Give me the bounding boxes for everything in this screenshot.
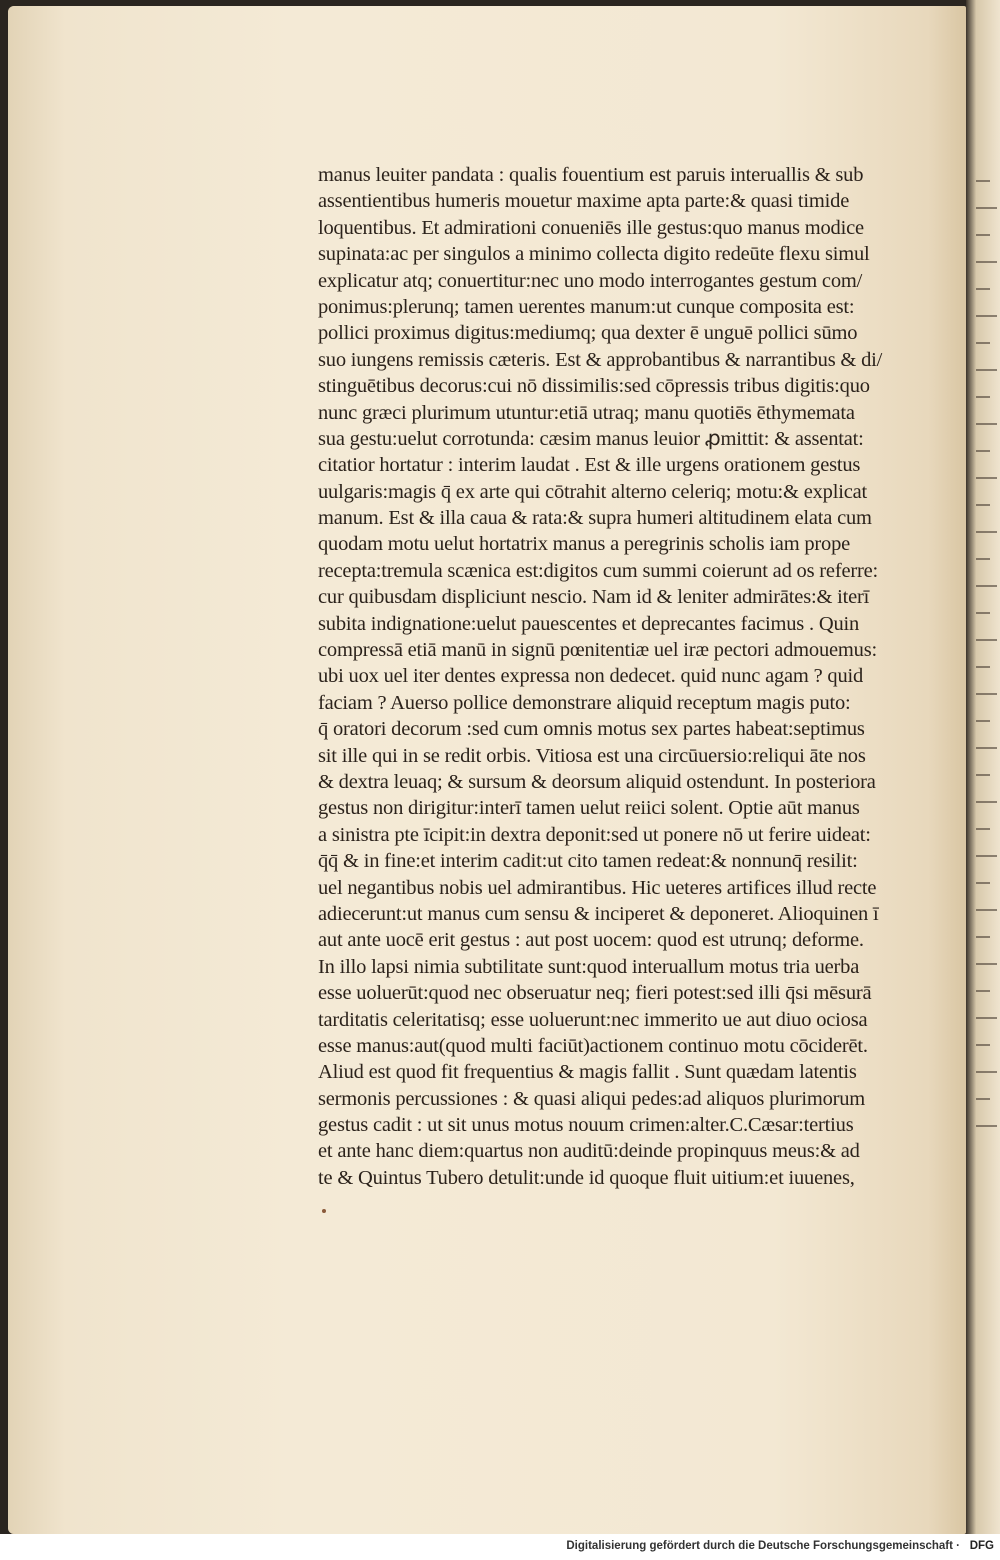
facing-text-fragment (976, 288, 990, 290)
facing-text-fragment (976, 1071, 997, 1073)
text-line: & dextra leuaq; & sursum & deorsum aliquid ostendunt. In posteriora (318, 770, 876, 793)
text-line: cur quibusdam displiciunt nescio. Nam id & leniter admirātes:& iterī (318, 586, 870, 609)
facing-text-fragment (976, 828, 990, 830)
text-line: ponimus:plerunq; tamen uerentes manum:ut cunque composita est: (318, 295, 855, 318)
text-line: quodam motu uelut hortatrix manus a peregrinis scholis iam prope (318, 533, 851, 556)
text-line: sermonis percussiones : & quasi aliqui pedes:ad aliquos plurimorum (318, 1087, 866, 1110)
facing-text-fragment (976, 774, 990, 776)
text-line: esse uoluerūt:quod nec obseruatur neq; fieri potest:sed illi q̄si mēsurā (318, 982, 872, 1005)
text-line: recepta:tremula scænica est:digitos cum summi coierunt ad os referre: (318, 559, 878, 582)
facing-text-fragment (976, 396, 990, 398)
text-line: pollici proximus digitus:mediumq; qua dexter ē unguē pollici sūmo (318, 322, 858, 345)
text-line: gestus cadit : ut sit unus motus nouum crimen:alter.C.Cæsar:tertius (318, 1114, 854, 1137)
text-line: sua gestu:uelut corrotunda: cæsim manus leuior ꝓmittit: & assentat: (318, 427, 864, 450)
ink-mark (322, 1209, 326, 1213)
text-line: subita indignatione:uelut pauescentes et deprecantes facimus . Quin (318, 612, 860, 635)
facing-text-fragment (976, 558, 990, 560)
text-line: uel negantibus nobis uel admirantibus. Hic ueteres artifices illud recte (318, 876, 877, 899)
facing-text-fragment (976, 882, 990, 884)
text-line: q̄ oratori decorum :sed cum omnis motus sex partes habeat:septimus (318, 718, 865, 741)
text-line: adiecerunt:ut manus cum sensu & inciperet & deponeret. Alioquinen ī (318, 902, 879, 925)
text-line: a sinistra pte īcipit:in dextra deponit:sed ut ponere nō ut ferire uideat: (318, 823, 871, 846)
text-line: suo iungens remissis cæteris. Est & approbantibus & narrantibus & di/ (318, 348, 883, 371)
text-line: assentientibus humeris mouetur maxime apta parte:& quasi timide (318, 190, 850, 213)
facing-text-fragment (976, 504, 990, 506)
text-line: tarditatis celeritatisq; esse uoluerunt:nec immerito ue aut diuo ociosa (318, 1008, 868, 1031)
text-line: explicatur atq; conuertitur:nec uno modo interrogantes gestum com/ (318, 269, 863, 292)
facing-text-fragment (976, 450, 990, 452)
text-line: manum. Est & illa caua & rata:& supra humeri altitudinem elata cum (318, 507, 872, 530)
text-line: esse manus:aut(quod multi faciūt)actionem continuo motu cōciderēt. (318, 1034, 868, 1057)
facing-text-fragment (976, 477, 997, 479)
text-line: stinguētibus decorus:cui nō dissimilis:sed cōpressis tribus digitis:quo (318, 375, 870, 398)
facing-text-fragment (976, 612, 990, 614)
facing-text-fragment (976, 936, 990, 938)
facing-text-fragment (976, 909, 997, 911)
facing-text-fragment (976, 531, 997, 533)
facing-text-fragment (976, 855, 997, 857)
text-line: q̄q̄ & in fine:et interim cadit:ut cito tamen redeat:& nonnunq̄ resilit: (318, 850, 858, 873)
text-line: ubi uox uel iter dentes expressa non dedecet. quid nunc agam ? quid (318, 665, 864, 688)
facing-text-fragment (976, 666, 990, 668)
facing-text-fragment (976, 747, 997, 749)
funding-notice: Digitalisierung gefördert durch die Deutsche Forschungsgemeinschaft · (566, 1540, 960, 1552)
text-line: et ante hanc diem:quartus non auditū:deinde propinquus meus:& ad (318, 1140, 860, 1163)
text-line: nunc græci plurimum utuntur:etiā utraq; manu quotiēs ēthymemata (318, 401, 855, 424)
facing-text-fragment (976, 1098, 990, 1100)
text-line: compressā etiā manū in signū pœnitentiæ uel iræ pectori admouemus: (318, 639, 877, 662)
facing-text-fragment (976, 720, 990, 722)
facing-text-fragment (976, 234, 990, 236)
text-line: faciam ? Auerso pollice demonstrare aliquid receptum magis puto: (318, 691, 851, 714)
text-line: uulgaris:magis q̄ ex arte qui cōtrahit alterno celeriq; motu:& explicat (318, 480, 867, 503)
facing-text-fragment (976, 342, 990, 344)
facing-text-fragment (976, 963, 997, 965)
text-line: Aliud est quod fit frequentius & magis fallit . Sunt quædam latentis (318, 1061, 857, 1084)
facing-text-fragment (976, 315, 997, 317)
facing-text-fragment (976, 207, 997, 209)
facing-text-fragment (976, 423, 997, 425)
text-line: In illo lapsi nimia subtilitate sunt:quod interuallum motus tria uerba (318, 955, 860, 978)
facing-text-fragment (976, 1044, 990, 1046)
facing-text-fragment (976, 1125, 997, 1127)
text-line: citatior hortatur : interim laudat . Est & ille urgens orationem gestus (318, 454, 861, 477)
facing-text-fragment (976, 693, 997, 695)
facing-text-fragment (976, 261, 997, 263)
text-line: gestus non dirigitur:interī tamen uelut reiici solent. Optie aūt manus (318, 797, 860, 820)
text-line: aut ante uocē erit gestus : aut post uocem: quod est utrunq; deforme. (318, 929, 864, 952)
facing-page-edge (966, 0, 1000, 1534)
facing-text-fragment (976, 801, 997, 803)
facing-text-fragment (976, 369, 997, 371)
text-line: sit ille qui in se redit orbis. Vitiosa est una circūuersio:reliqui āte nos (318, 744, 866, 767)
facing-text-fragment (976, 990, 990, 992)
text-line: te & Quintus Tubero detulit:unde id quoque fluit uitium:et iuuenes, (318, 1166, 855, 1189)
text-line: supinata:ac per singulos a minimo collecta digito redeūte flexu simul (318, 243, 870, 266)
body-text (318, 162, 930, 1191)
text-line: loquentibus. Et admirationi conueniēs ille gestus:quo manus modice (318, 216, 864, 239)
footer-bar (0, 1534, 1000, 1560)
facing-text-fragment (976, 639, 997, 641)
facing-text-fragment (976, 1017, 997, 1019)
facing-text-fragment (976, 585, 997, 587)
facing-text-fragment (976, 180, 990, 182)
dfg-logo: DFG (969, 1540, 994, 1552)
text-line: manus leuiter pandata : qualis fouentium est paruis interuallis & sub (318, 164, 864, 186)
